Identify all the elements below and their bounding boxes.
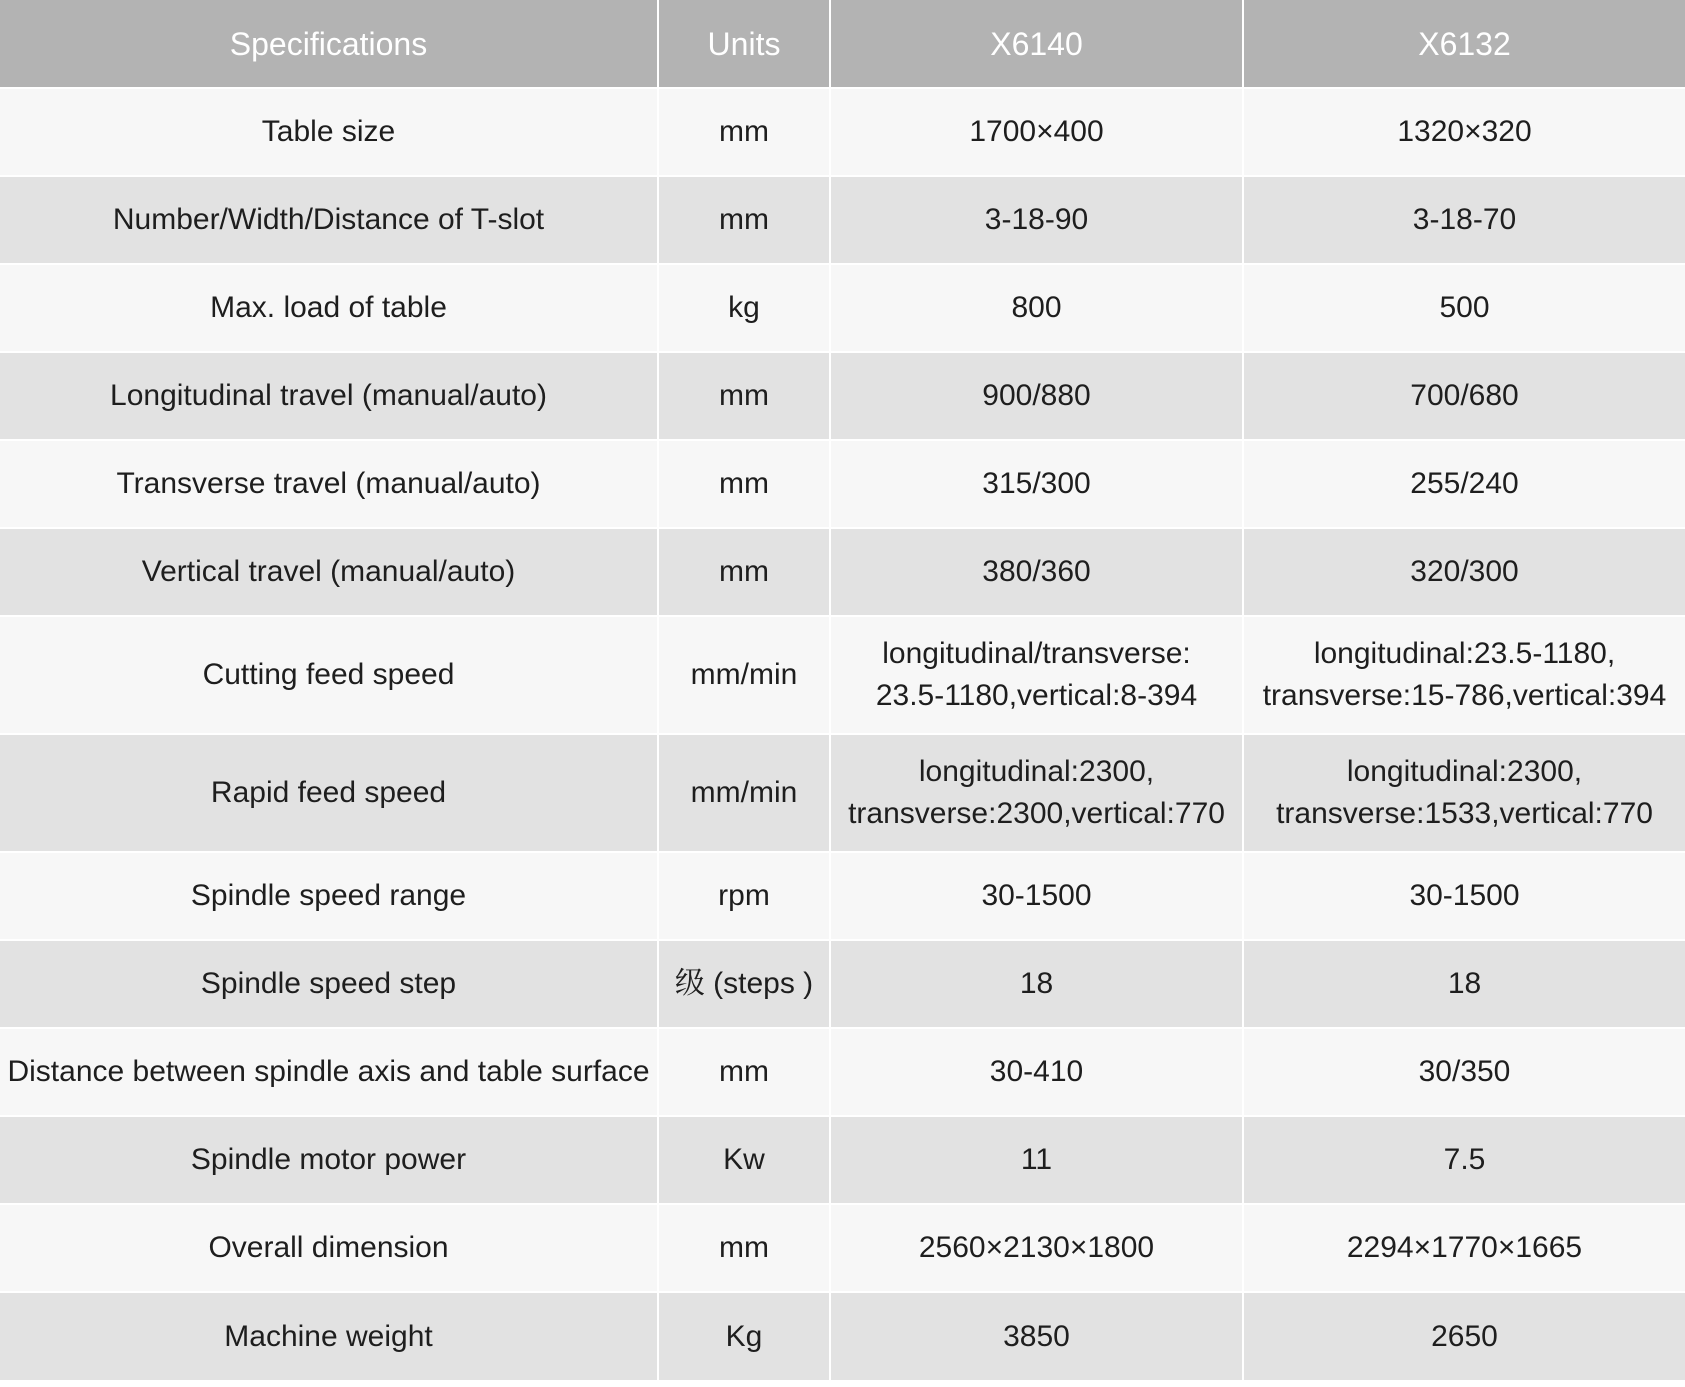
value-line: transverse:1533,vertical:770 [1276, 797, 1653, 830]
header-model-x6132: X6132 [1243, 0, 1685, 88]
table-row [0, 1292, 1685, 1380]
header-model-x6140: X6140 [830, 0, 1243, 88]
unit-cell: mm/min [658, 734, 830, 852]
x6132-value-cell: 1320×320 [1243, 88, 1685, 176]
spec-cell: Transverse travel (manual/auto) [0, 440, 658, 528]
header-units: Units [658, 0, 830, 88]
table-row [0, 88, 1685, 176]
table-row [0, 352, 1685, 440]
x6140-value-cell: 30-1500 [830, 852, 1243, 940]
x6132-value-cell: 700/680 [1243, 352, 1685, 440]
spec-cell: Spindle motor power [0, 1116, 658, 1204]
unit-cell: Kw [658, 1116, 830, 1204]
table-row [0, 940, 1685, 1028]
value-line: longitudinal:2300, [1346, 755, 1583, 788]
x6132-value-cell: 500 [1243, 264, 1685, 352]
value-line: longitudinal/transverse: [882, 637, 1191, 670]
value-line: 23.5-1180,vertical:8-394 [875, 679, 1198, 712]
x6140-value-cell: 800 [830, 264, 1243, 352]
table-row [0, 734, 1685, 852]
value-line: longitudinal:2300, [918, 755, 1155, 788]
spec-cell: Number/Width/Distance of T-slot [0, 176, 658, 264]
unit-cell: mm [658, 176, 830, 264]
table-row [0, 264, 1685, 352]
x6140-value-cell: 11 [830, 1116, 1243, 1204]
unit-cell: mm [658, 528, 830, 616]
table-row [0, 176, 1685, 264]
spec-cell: Distance between spindle axis and table surface [0, 1028, 658, 1116]
x6140-value-cell: 380/360 [830, 528, 1243, 616]
x6140-value-cell: 3850 [830, 1292, 1243, 1380]
x6140-value-cell: 3-18-90 [830, 176, 1243, 264]
table-row [0, 1204, 1685, 1292]
x6140-value-cell: 2560×2130×1800 [830, 1204, 1243, 1292]
x6140-value-cell: 315/300 [830, 440, 1243, 528]
table-row [0, 440, 1685, 528]
table-row [0, 1116, 1685, 1204]
x6140-value-cell [830, 616, 1243, 734]
x6132-value-cell: 3-18-70 [1243, 176, 1685, 264]
table-row [0, 852, 1685, 940]
x6132-value-cell: 7.5 [1243, 1116, 1685, 1204]
x6132-value-cell: 255/240 [1243, 440, 1685, 528]
unit-cell: mm [658, 1204, 830, 1292]
unit-cell: mm [658, 88, 830, 176]
x6140-value-cell: 30-410 [830, 1028, 1243, 1116]
x6140-value-cell [830, 734, 1243, 852]
x6140-value-cell: 1700×400 [830, 88, 1243, 176]
header-specifications: Specifications [0, 0, 658, 88]
table-row [0, 528, 1685, 616]
x6132-value-cell: 30/350 [1243, 1028, 1685, 1116]
spec-cell: Machine weight [0, 1292, 658, 1380]
unit-cell: mm [658, 352, 830, 440]
value-line: transverse:15-786,vertical:394 [1262, 679, 1667, 712]
spec-cell: Cutting feed speed [0, 616, 658, 734]
table-row [0, 616, 1685, 734]
x6132-value-cell: 320/300 [1243, 528, 1685, 616]
unit-cell: mm [658, 440, 830, 528]
unit-cell: rpm [658, 852, 830, 940]
x6140-value-cell: 18 [830, 940, 1243, 1028]
x6132-value-cell: 2294×1770×1665 [1243, 1204, 1685, 1292]
x6132-value-cell: 30-1500 [1243, 852, 1685, 940]
x6140-value-cell: 900/880 [830, 352, 1243, 440]
spec-cell: Rapid feed speed [0, 734, 658, 852]
value-line: transverse:2300,vertical:770 [848, 797, 1225, 830]
spec-cell: Table size [0, 88, 658, 176]
table-row [0, 1028, 1685, 1116]
unit-cell: mm/min [658, 616, 830, 734]
unit-cell: kg [658, 264, 830, 352]
x6132-value-cell [1243, 734, 1685, 852]
unit-cell: mm [658, 1028, 830, 1116]
x6132-value-cell: 2650 [1243, 1292, 1685, 1380]
spec-cell: Max. load of table [0, 264, 658, 352]
x6132-value-cell: 18 [1243, 940, 1685, 1028]
unit-cell: Kg [658, 1292, 830, 1380]
spec-cell: Spindle speed range [0, 852, 658, 940]
unit-cell: 级 (steps ) [658, 940, 830, 1028]
x6132-value-cell [1243, 616, 1685, 734]
spec-cell: Longitudinal travel (manual/auto) [0, 352, 658, 440]
value-line: longitudinal:23.5-1180, [1313, 637, 1616, 670]
spec-cell: Vertical travel (manual/auto) [0, 528, 658, 616]
table-header [0, 0, 1685, 88]
header-row [0, 0, 1685, 88]
spec-cell: Overall dimension [0, 1204, 658, 1292]
table-body [0, 88, 1685, 1380]
spec-cell: Spindle speed step [0, 940, 658, 1028]
